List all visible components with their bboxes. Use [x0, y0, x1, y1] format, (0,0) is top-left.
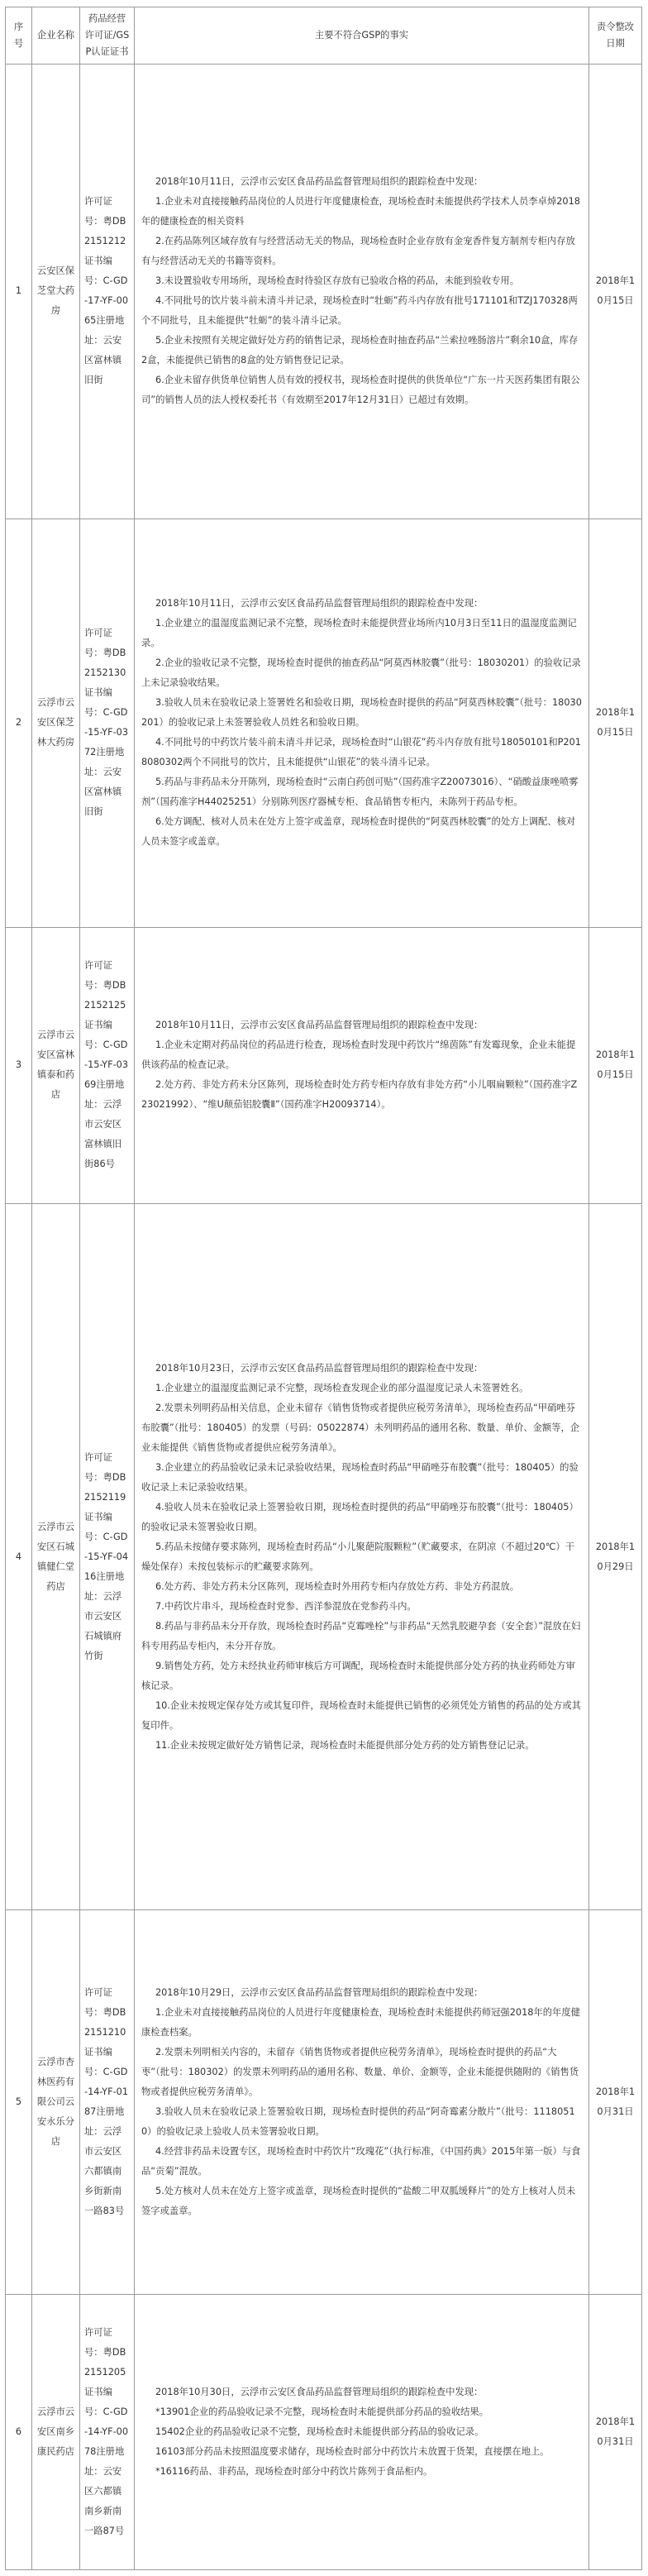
violation-item: 16103部分药品未按照温度要求储存，现场检查时部分中药饮片未放置于货架，直接摆在地上。: [155, 2445, 550, 2457]
violation-item: 4.不同批号的饮片装斗前未清斗并记录，现场检查时“牡蛎”药斗内存放有批号171101和TZJ170328两个不同批号，且未能提供“牡蛎”的装斗清斗记录。: [141, 295, 578, 327]
violation-item: 1.企业未对直接接触药品岗位的人员进行年度健康检查，现场检查时未能提供药师冠强2018年的年度健康检查档案。: [141, 2007, 580, 2038]
table-row: [6, 2294, 642, 2569]
header-name: 企业名称: [32, 7, 80, 65]
violation-item: 6.处方药、非处方药未分区陈列，现场检查时外用药专柜内存放处方药、非处方药混放。: [155, 1580, 520, 1592]
inspection-intro: 2018年10月11日，云浮市云安区食品药品监督管理局组织的跟踪检查中发现：: [155, 1020, 484, 1031]
deadline-date: 2018年10月29日: [589, 1203, 642, 1910]
violation-item: 9.销售处方药，处方未经执业药师审核后方可调配，现场检查时未能提供部分处方药的执业药师处方审核记录。: [141, 1660, 575, 1691]
enterprise-name: 云浮市杏林医药有限公司云安永乐分店: [32, 1910, 80, 2294]
inspection-intro: 2018年10月11日，云浮市云安区食品药品监督管理局组织的跟踪检查中发现：: [155, 176, 484, 188]
violation-item: 3.企业建立的药品验收记录未记录验收结果，现场检查时药品“甲硝唑芬布胶囊”（批号：180405）的验收记录上未记录验收结果。: [141, 1461, 579, 1493]
row-index: 4: [6, 1203, 32, 1910]
inspection-intro: 2018年10月23日，云浮市云安区食品药品监督管理局组织的跟踪检查中发现：: [155, 1362, 484, 1374]
deadline-date: 2018年10月31日: [589, 1910, 642, 2294]
enterprise-name: 云浮市云安区南乡康民药店: [32, 2294, 80, 2569]
violation-item: 5.药品与非药品未分开陈列，现场检查时“云南白药创可贴”（国药准字Z20073016）、“硝酸益康唑喷雾剂”（国药准字H44025251）分别陈列医疗器械专柜、食品销售专柜内，未陈列于药品专柜。: [141, 777, 579, 808]
row-index: 3: [6, 928, 32, 1203]
violation-item: 1.企业未对直接接触药品岗位的人员进行年度健康检查，现场检查时未能提供药学技术人员李卓焯2018年的健康检查的相关资料: [141, 196, 580, 227]
violation-item: 2.发票未列明相关内容的，未留存《销售货物或者提供应税劳务清单》，现场检查时提供的药品“大枣”（批号：180302）的发票未列明药品的通用名称、数量、单价、金额等，企业未能提供随附的《销售货物或者提供应税劳务清单》。: [141, 2047, 579, 2097]
row-index: 1: [6, 65, 32, 519]
violation-item: *13901企业的药品验收记录不完整，现场检查时未能提供部分药品的验收结果。: [155, 2406, 489, 2417]
inspection-intro: 2018年10月29日，云浮市云安区食品药品监督管理局组织的跟踪检查中发现：: [155, 1987, 484, 1998]
row-index: 6: [6, 2294, 32, 2569]
row-index: 2: [6, 519, 32, 928]
violation-item: 1.企业未定期对药品岗位的药品进行检查，现场检查时发现中药饮片“绵茵陈”有发霉现象，企业未能提供该药品的检查记录。: [141, 1039, 576, 1071]
header-facts: 主要不符合GSP的事实: [135, 7, 589, 65]
deadline-date: 2018年10月31日: [589, 2294, 642, 2569]
violation-item: 3.验收人员未在验收记录上签署验收日期，现场检查时提供的药品“阿奇霉素分散片”（批号：11180510）的验收记录上验收人员未签署验收日期。: [141, 2106, 575, 2137]
violation-item: 2.在药品陈列区域存放有与经营活动无关的物品，现场检查时企业存放有金宠香件复方制剂专柜内存放有与经营活动无关的书籍等资料。: [141, 236, 575, 267]
table-row: [6, 928, 642, 1203]
violation-item: 3.验收人员未在验收记录上签署姓名和验收日期，现场检查时提供的药品“阿莫西林胶囊”（批号：18030201）的验收记录上未签署验收人员姓名和验收日期。: [141, 697, 582, 729]
violation-item: 8.药品与非药品未分开存放，现场检查时药品“克霉唑栓”与非药品“天然乳胶避孕套（安全套）”混放在妇科专用药品专柜内，未分开存放。: [141, 1620, 581, 1651]
enterprise-name: 云浮市云安区保芝林大药房: [32, 519, 80, 928]
violation-item: 4.不同批号的中药饮片装斗前未清斗并记录，现场检查时“山银花”药斗内存放有批号18050101和P2018080302两个不同批号的饮片，且未能提供“山银花”的装斗清斗记录。: [141, 737, 581, 768]
header-row: [6, 7, 642, 65]
deadline-date: 2018年10月15日: [589, 65, 642, 519]
facts-cell: [135, 2294, 589, 2569]
violation-item: 10.企业未按规定保存处方或其复印件，现场检查时未能提供已销售的必须凭处方销售的药品的处方或其复印件。: [141, 1699, 581, 1731]
violation-item: 4.经营非药品未设置专区，现场检查时中药饮片“玫瑰花”（执行标准，《中国药典》2015年第一版）与食品“贡菊”混放。: [141, 2146, 581, 2177]
violation-item: 4.验收人员未在验收记录上签署验收日期，现场检查时提供的药品“甲硝唑芬布胶囊”（批号：180405）的验收记录未签署验收日期。: [141, 1501, 579, 1532]
violation-item: 15402企业的药品验收记录不完整，现场检查时未能提供部分药品的验收记录。: [155, 2425, 484, 2437]
license-info: 许可证号：粤DB2152119证书编号：C-GD-15-YF-0416注册地址：云浮市云安区石城镇府竹街: [80, 1203, 135, 1910]
deadline-date: 2018年10月15日: [589, 928, 642, 1203]
inspection-intro: 2018年10月30日，云浮市云安区食品药品监督管理局组织的跟踪检查中发现：: [155, 2386, 484, 2397]
violation-item: 6.处方调配、核对人员未在处方上签字或盖章，现场检查时提供的“阿莫西林胶囊”的处方上调配、核对人员未签字或盖章。: [141, 816, 576, 848]
violation-item: 11.企业未按规定做好处方销售记录，现场检查时未能提供部分处方药的处方销售登记记录。: [155, 1739, 535, 1751]
table-row: [6, 1910, 642, 2294]
violation-item: 2.发票未列明药品相关信息，企业未留存《销售货物或者提供应税劳务清单》，现场检查药品“甲硝唑芬布胶囊”（批号：180405）的发票（号码：05022874）未列明药品的通用名称、数量、单价、金额等，企业未能提供《销售货物或者提供应税劳务清单》。: [141, 1402, 580, 1453]
violation-item: 5.企业未按照有关规定做好处方药的销售记录，现场检查时抽查药品“兰索拉唑肠溶片”剩余10盒，库存2盒，未能提供已销售的8盒的处方销售登记记录。: [141, 335, 579, 366]
license-info: 许可证号：粤DB2151210证书编号：C-GD-14-YF-0187注册地址：云浮市云安区六都镇南乡街新南一路83号: [80, 1910, 135, 2294]
violation-item: 3.未设置验收专用场所，现场检查时待验区存放有已验收合格的药品，未能到验收专用。: [155, 275, 520, 287]
facts-cell: [135, 928, 589, 1203]
inspection-intro: 2018年10月11日，云浮市云安区食品药品监督管理局组织的跟踪检查中发现：: [155, 598, 484, 609]
violation-item: *16116药品、非药品，现场检查时部分中药饮片陈列于食品柜内。: [155, 2465, 433, 2477]
violation-item: 2.处方药、非处方药未分区陈列，现场检查时处方药专柜内存放有非处方药“小儿咽扁颗粒”（国药准字Z23021992）、“维U颠茄铝胶囊Ⅱ”（国药准字H20093714）。: [141, 1079, 578, 1111]
table-row: [6, 519, 642, 928]
table-row: [6, 65, 642, 519]
inspection-table: [5, 7, 642, 2570]
row-index: 5: [6, 1910, 32, 2294]
facts-cell: [135, 65, 589, 519]
license-info: 许可证号：粤DB2151205证书编号：C-GD-14-YF-0078注册地址：云安区六都镇南乡新南一路87号: [80, 2294, 135, 2569]
header-deadline: 责令整改日期: [589, 7, 642, 65]
violation-item: 1.企业建立的温湿度监测记录不完整，现场检查发现企业的部分温湿度记录人未签署姓名。: [155, 1382, 529, 1393]
enterprise-name: 云浮市云安区石城镇健仁堂药店: [32, 1203, 80, 1910]
header-license: 药品经营许可证/GSP认证证书: [80, 7, 135, 65]
enterprise-name: 云安区保芝堂大药房: [32, 65, 80, 519]
facts-cell: [135, 1203, 589, 1910]
table-row: [6, 1203, 642, 1910]
violation-item: 2.企业的验收记录不完整，现场检查时提供的抽查药品“阿莫西林胶囊”（批号：18030201）的验收记录上未记录验收结果。: [141, 657, 581, 689]
violation-item: 5.处方核对人员未在处方上签字或盖章，现场检查时提供的“盐酸二甲双胍缓释片”的处方上核对人员未签字或盖章。: [141, 2186, 576, 2216]
license-info: 许可证号：粤DB2152130证书编号：C-GD-15-YF-0372注册地址：云安区富林镇旧街: [80, 519, 135, 928]
facts-cell: [135, 1910, 589, 2294]
license-info: 许可证号：粤DB2152125证书编号：C-GD-15-YF-0369注册地址：云浮市云安区富林镇旧街86号: [80, 928, 135, 1203]
enterprise-name: 云浮市云安区富林镇泰和药店: [32, 928, 80, 1203]
violation-item: 6.企业未留存供货单位销售人员有效的授权书，现场检查时提供的供货单位“广东一片天医药集团有限公司”的销售人员的法人授权委托书（有效期至2017年12月31日）已超过有效期。: [141, 375, 580, 406]
violation-item: 7.中药饮片串斗，现场检查时党参、西洋参混放在党参药斗内。: [155, 1600, 417, 1612]
header-index: 序号: [6, 7, 32, 65]
license-info: 许可证号：粤DB2151212证书编号：C-GD-17-YF-0065注册地址：云安区富林镇旧街: [80, 65, 135, 519]
violation-item: 5.药品未按储存要求陈列，现场检查时药品“小儿聚葩院服颗粒”（贮藏要求，在阴凉（不超过20℃）干燥处保存）未按包装标示的贮藏要求陈列。: [141, 1541, 575, 1572]
violation-item: 1.企业建立的温湿度监测记录不完整，现场检查时未能提供营业场所内10月3日至11日的温湿度监测记录。: [141, 618, 577, 649]
deadline-date: 2018年10月15日: [589, 519, 642, 928]
facts-cell: [135, 519, 589, 928]
